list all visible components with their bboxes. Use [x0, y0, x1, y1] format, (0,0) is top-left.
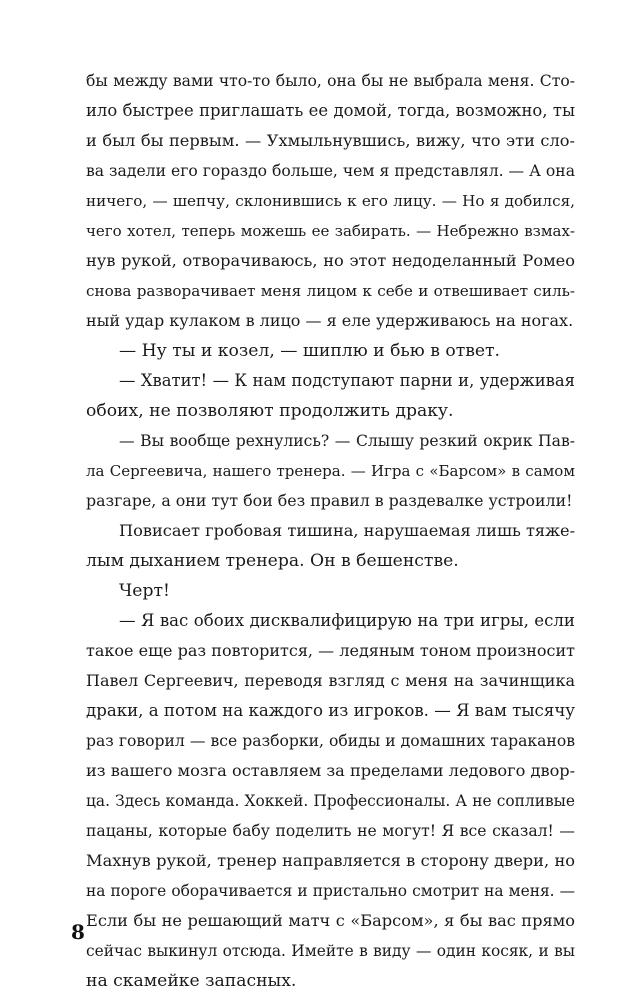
- text-line: ный удар кулаком в лицо — я еле удерживаюсь на ногах.: [86, 311, 574, 330]
- text-line: Повисает гробовая тишина, нарушаемая лишь тяже-: [119, 521, 576, 540]
- text-line: сейчас выкинул отсюда. Имейте в виду — один косяк, и вы: [86, 942, 575, 960]
- text-line: Махнув рукой, тренер направляется в сторону двери, но: [86, 851, 575, 870]
- text-line: Если бы не решающий матч с «Барсом», я бы вас прямо: [86, 911, 575, 930]
- text-line: снова разворачивает меня лицом к себе и отвешивает силь-: [86, 282, 575, 300]
- text-line: — Ну ты и козел, — шиплю и бью в ответ.: [119, 341, 501, 361]
- text-line: ничего, — шепчу, склонившись к его лицу. — Но я добился,: [86, 192, 575, 210]
- page-number: 8: [71, 920, 85, 944]
- text-line: ило быстрее приглашать ее домой, тогда, возможно, ты: [86, 101, 575, 120]
- body-text: [86, 66, 575, 996]
- text-line: обоих, не позволяют продолжить драку.: [86, 401, 454, 421]
- text-line: Черт!: [119, 581, 170, 601]
- text-line: лым дыханием тренера. Он в бешенстве.: [86, 551, 459, 571]
- text-line: бы между вами что-то было, она бы не выбрала меня. Сто-: [86, 72, 575, 90]
- text-line: — Вы вообще рехнулись? — Слышу резкий окрик Пав-: [119, 432, 575, 450]
- text-line: из вашего мозга оставляем за пределами ледового двор-: [86, 761, 576, 780]
- text-line: и был бы первым. — Ухмыльнувшись, вижу, что эти сло-: [86, 131, 575, 150]
- text-line: Павел Сергеевич, переводя взгляд с меня на зачинщика: [86, 671, 575, 690]
- text-line: драки, а потом на каждого из игроков. — Я вам тысячу: [86, 701, 576, 720]
- text-line: раз говорил — все разборки, обиды и домашних тараканов: [86, 732, 575, 750]
- text-line: пацаны, которые бабу поделить не могут! Я все сказал! —: [86, 822, 575, 840]
- text-line: ва задели его гораздо больше, чем я представлял. — А она: [86, 162, 575, 180]
- text-line: нув рукой, отворачиваюсь, но этот недоделанный Ромео: [86, 251, 575, 270]
- text-line: ца. Здесь команда. Хоккей. Профессионалы. А не сопливые: [86, 792, 575, 810]
- text-line: — Я вас обоих дисквалифицирую на три игры, если: [119, 611, 575, 630]
- text-line: чего хотел, теперь можешь ее забирать. — Небрежно взмах-: [86, 222, 575, 240]
- text-line: на скамейке запасных.: [86, 971, 297, 991]
- text-line: на пороге оборачивается и пристально смотрит на меня. —: [86, 882, 575, 900]
- text-line: разгаре, а они тут бои без правил в раздевалке устроили!: [86, 491, 573, 510]
- text-line: ла Сергеевича, нашего тренера. — Игра с «Барсом» в самом: [86, 462, 575, 480]
- text-line: — Хватит! — К нам подступают парни и, удерживая: [119, 371, 575, 390]
- text-line: такое еще раз повторится, — ледяным тоном произносит: [86, 641, 575, 660]
